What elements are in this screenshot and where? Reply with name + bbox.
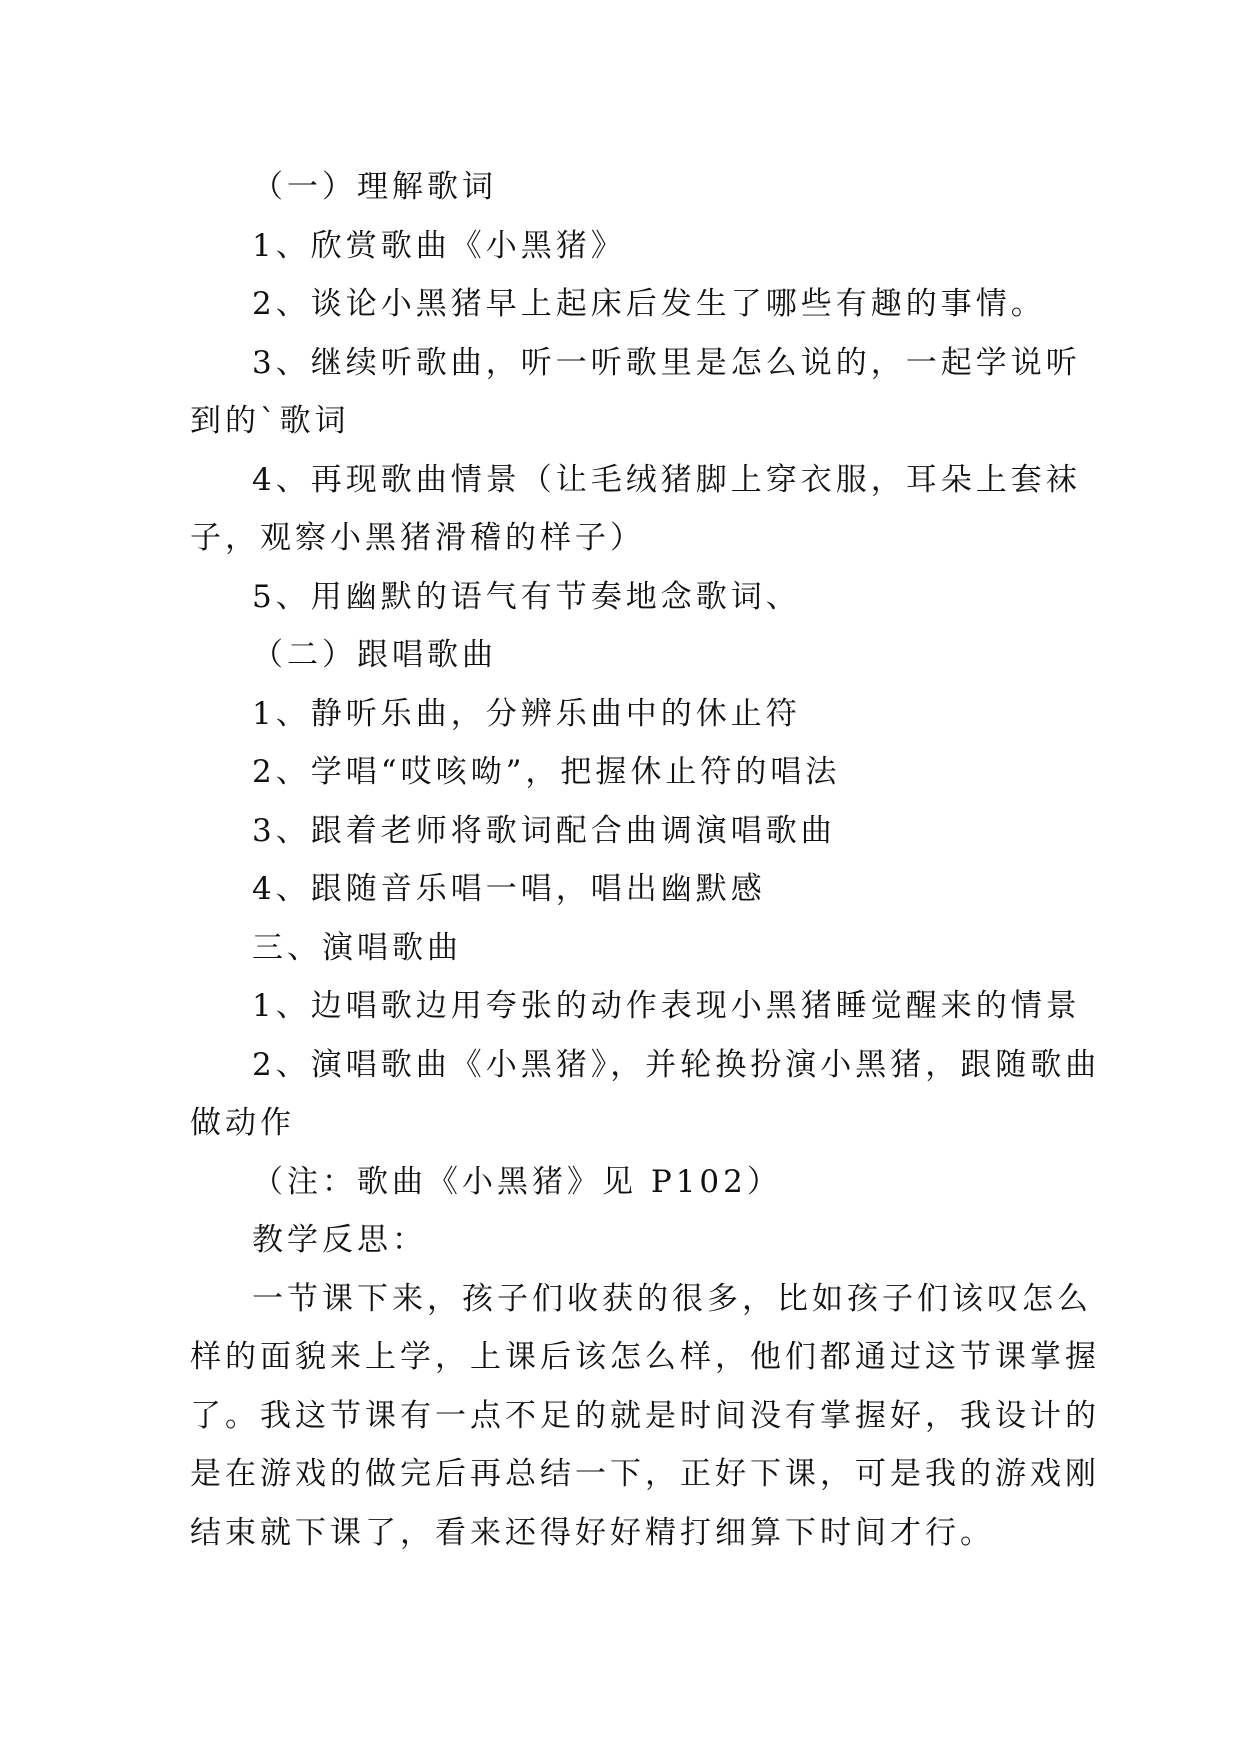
reflection-paragraph-line: 样的面貌来上学，上课后该怎么样，他们都通过这节课掌握 xyxy=(190,1339,1100,1375)
list-item: 3、跟着老师将歌词配合曲调演唱歌曲 xyxy=(252,812,836,849)
list-item-continuation: 做动作 xyxy=(190,1105,295,1141)
section-heading-sing-along: （二）跟唱歌曲 xyxy=(252,637,497,673)
note: （注：歌曲《小黑猪》见 P102） xyxy=(252,1163,782,1200)
list-item: 1、欣赏歌曲《小黑猪》 xyxy=(252,227,626,264)
list-item: 2、演唱歌曲《小黑猪》，并轮换扮演小黑猪，跟随歌曲 xyxy=(252,1046,1101,1083)
reflection-paragraph-line: 结束就下课了，看来还得好好精打细算下时间才行。 xyxy=(190,1514,995,1551)
section-heading-understand-lyrics: （一）理解歌词 xyxy=(252,169,497,205)
list-item: 5、用幽默的语气有节奏地念歌词、 xyxy=(252,578,801,615)
list-item: 1、静听乐曲，分辨乐曲中的休止符 xyxy=(252,695,801,732)
reflection-heading: 教学反思： xyxy=(252,1222,427,1258)
list-item-continuation: 到的`歌词 xyxy=(190,403,350,439)
reflection-paragraph-line: 了。我这节课有一点不足的就是时间没有掌握好，我设计的 xyxy=(190,1397,1100,1434)
list-item: 4、再现歌曲情景（让毛绒猪脚上穿衣服，耳朵上套袜 xyxy=(252,461,1081,498)
reflection-paragraph-line: 是在游戏的做完后再总结一下，正好下课，可是我的游戏刚 xyxy=(190,1456,1100,1492)
section-heading-perform-song: 三、演唱歌曲 xyxy=(252,929,462,966)
list-item: 3、继续听歌曲，听一听歌里是怎么说的，一起学说听 xyxy=(252,344,1081,381)
list-item: 4、跟随音乐唱一唱，唱出幽默感 xyxy=(252,871,766,907)
list-item: 2、谈论小黑猪早上起床后发生了哪些有趣的事情。 xyxy=(252,286,1046,322)
list-item: 1、边唱歌边用夸张的动作表现小黑猪睡觉醒来的情景 xyxy=(252,988,1081,1024)
document-body xyxy=(190,158,1101,1562)
list-item: 2、学唱“哎咳呦”，把握休止符的唱法 xyxy=(252,754,841,790)
reflection-paragraph-line: 一节课下来，孩子们收获的很多，比如孩子们该叹怎么 xyxy=(252,1280,1092,1317)
list-item-continuation: 子，观察小黑猪滑稽的样子） xyxy=(190,520,645,556)
